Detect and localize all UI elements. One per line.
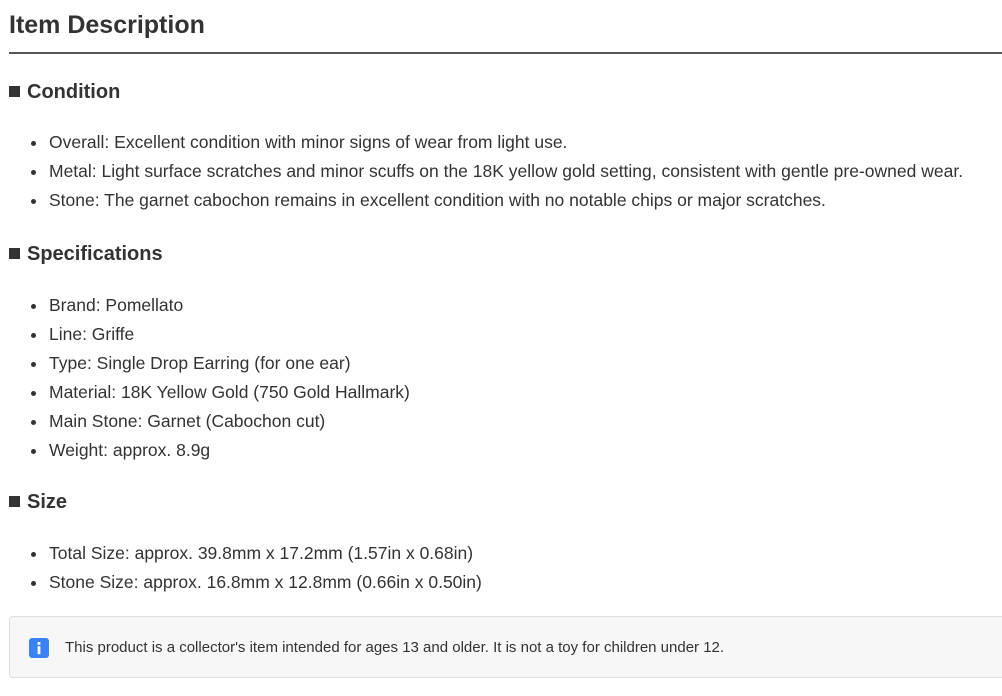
list-item: Total Size: approx. 39.8mm x 17.2mm (1.57in x 0.68in) <box>9 539 482 568</box>
list-item: Stone: The garnet cabochon remains in excellent condition with no notable chips or major scratches. <box>9 186 963 215</box>
list-item: Stone Size: approx. 16.8mm x 12.8mm (0.66in x 0.50in) <box>9 568 482 597</box>
specifications-list <box>9 291 410 465</box>
section-heading-label: Specifications <box>27 243 163 265</box>
list-item: Material: 18K Yellow Gold (750 Gold Hallmark) <box>9 378 410 407</box>
condition-list <box>9 128 963 215</box>
size-list <box>9 539 482 597</box>
list-item: Type: Single Drop Earring (for one ear) <box>9 349 410 378</box>
square-bullet-icon <box>9 248 20 259</box>
list-item: Brand: Pomellato <box>9 291 410 320</box>
square-bullet-icon <box>9 496 20 507</box>
list-item: Overall: Excellent condition with minor signs of wear from light use. <box>9 128 963 157</box>
info-icon <box>29 638 49 658</box>
title-divider <box>9 52 1002 54</box>
section-heading-condition <box>9 80 120 104</box>
age-notice-box <box>9 616 1002 678</box>
list-item: Metal: Light surface scratches and minor scuffs on the 18K yellow gold setting, consistent with gentle pre-owned wear. <box>9 157 963 186</box>
section-heading-label: Condition <box>27 81 121 103</box>
section-heading-label: Size <box>27 491 68 513</box>
list-item: Main Stone: Garnet (Cabochon cut) <box>9 407 410 436</box>
list-item: Line: Griffe <box>9 320 410 349</box>
notice-text: This product is a collector's item intended for ages 13 and older. It is not a toy for children under 12. <box>65 639 725 656</box>
square-bullet-icon <box>9 86 20 97</box>
section-heading-size <box>9 490 67 514</box>
page-title: Item Description <box>9 11 205 39</box>
section-heading-specifications <box>9 242 163 266</box>
list-item: Weight: approx. 8.9g <box>9 436 410 465</box>
